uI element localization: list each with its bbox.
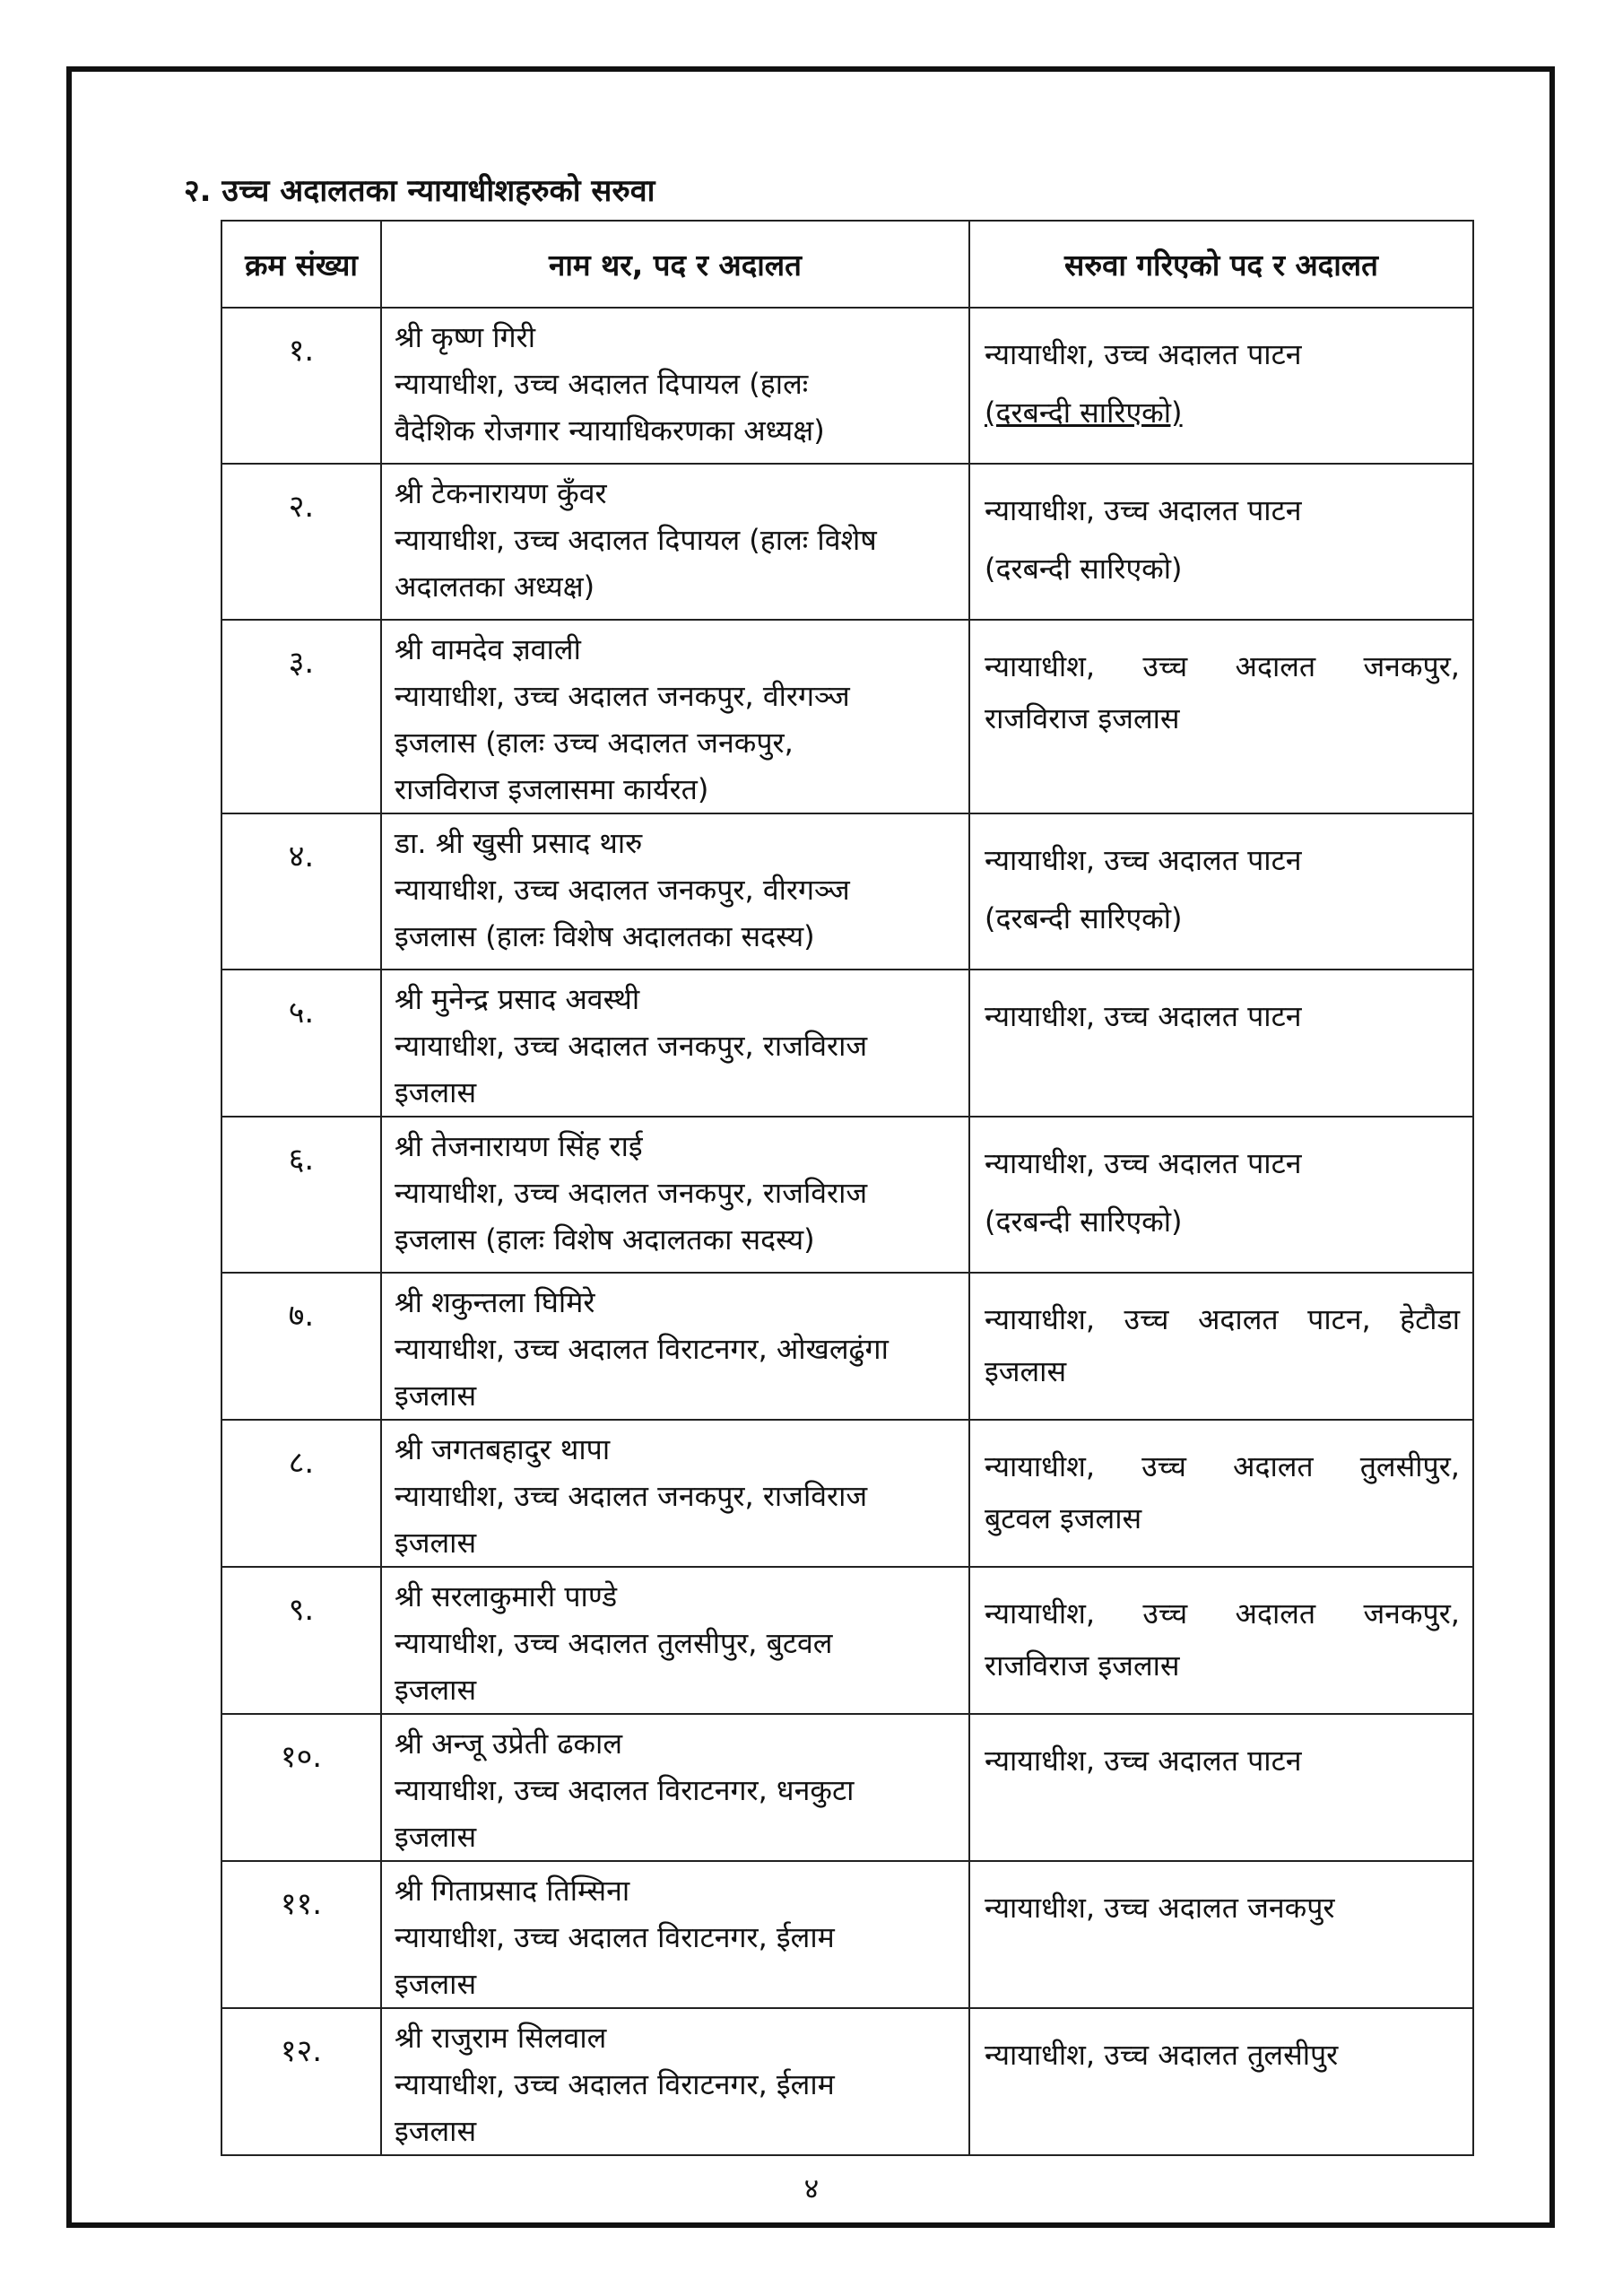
table-header-row [221, 221, 1473, 308]
table-row [221, 1117, 1473, 1273]
transferred-post-word: अदालत [1235, 649, 1316, 683]
current-post-line: इजलास (हालः विशेष अदालतका सदस्य) [395, 919, 815, 953]
current-post-line: इजलास (हालः उच्च अदालत जनकपुर, [395, 726, 794, 760]
current-post-line: इजलास [395, 1673, 477, 1707]
transferred-post: न्यायाधीश, उच्च अदालत तुलसीपुर [985, 2038, 1339, 2072]
current-post-line: न्यायाधीश, उच्च अदालत दिपायल (हालः [395, 367, 809, 401]
transferred-bench: राजविराज इजलास [985, 701, 1180, 735]
transferred-post-word: न्यायाधीश, [985, 1596, 1096, 1631]
header-name-post-court: नाम थर, पद र अदालत [381, 221, 969, 308]
judge-name: श्री मुनेन्द्र प्रसाद अवस्थी [395, 982, 640, 1016]
table-row [221, 464, 1473, 620]
transferred-post-court [969, 1714, 1473, 1861]
header-serial-number: क्रम संख्या [221, 221, 381, 308]
judge-name-post-court [381, 1420, 969, 1567]
table-row [221, 2008, 1473, 2155]
judge-name: श्री वामदेव ज्ञवाली [395, 632, 581, 666]
judge-name: श्री सरलाकुमारी पाण्डे [395, 1579, 618, 1613]
transferred-bench: राजविराज इजलास [985, 1648, 1180, 1683]
current-post-line: इजलास [395, 1820, 477, 1854]
table-row [221, 970, 1473, 1117]
transferred-post-line [985, 1587, 1460, 1639]
judge-name: श्री तेजनारायण सिंह राई [395, 1129, 643, 1163]
transferred-post-court [969, 464, 1473, 620]
current-post-line: न्यायाधीश, उच्च अदालत दिपायल (हालः विशेष [395, 523, 877, 557]
table-row [221, 1567, 1473, 1714]
table-row [221, 1861, 1473, 2008]
transferred-post-word: न्यायाधीश, [985, 1449, 1096, 1483]
judge-name-post-court [381, 464, 969, 620]
table-row [221, 813, 1473, 970]
serial-number: ८. [221, 1420, 381, 1567]
transferred-post-court [969, 970, 1473, 1117]
transferred-post-word: जनकपुर, [1363, 649, 1460, 683]
current-post-line: न्यायाधीश, उच्च अदालत जनकपुर, राजविराज [395, 1479, 868, 1513]
current-post-line: न्यायाधीश, उच्च अदालत विराटनगर, ईलाम [395, 1920, 835, 1954]
header-transferred-post-court: सरुवा गरिएको पद र अदालत [969, 221, 1473, 308]
transferred-post-court [969, 1567, 1473, 1714]
transferred-post-word: अदालत [1235, 1596, 1316, 1631]
judge-name: श्री शकुन्तला घिमिरे [395, 1285, 595, 1319]
current-post-line: अदालतका अध्यक्ष) [395, 570, 595, 604]
transferred-bench: इजलास [985, 1354, 1067, 1388]
quota-transfer-note: (दरबन्दी सारिएको) [985, 552, 1183, 586]
current-post-line: न्यायाधीश, उच्च अदालत विराटनगर, ओखलढुंगा [395, 1332, 889, 1366]
current-post-line: वैदेशिक रोजगार न्यायाधिकरणका अध्यक्ष) [395, 413, 825, 448]
transferred-post-word: पाटन, [1307, 1302, 1371, 1336]
transferred-post-word: तुलसीपुर, [1359, 1449, 1460, 1483]
transferred-post-word: अदालत [1233, 1449, 1314, 1483]
current-post-line: इजलास [395, 1526, 477, 1560]
transferred-post-word: हेटौडा [1400, 1302, 1460, 1336]
transferred-post-word: न्यायाधीश, [985, 1302, 1096, 1336]
current-post-line: न्यायाधीश, उच्च अदालत जनकपुर, वीरगञ्ज [395, 679, 850, 713]
transferred-post: न्यायाधीश, उच्च अदालत पाटन [985, 337, 1302, 371]
transferred-post-word: जनकपुर, [1363, 1596, 1460, 1631]
quota-transfer-note: (दरबन्दी सारिएको) [985, 1205, 1183, 1239]
transferred-post-court [969, 813, 1473, 970]
transferred-post-court [969, 1420, 1473, 1567]
judge-name-post-court [381, 308, 969, 464]
table-row [221, 1714, 1473, 1861]
transferred-post-line [985, 640, 1460, 692]
serial-number: १०. [221, 1714, 381, 1861]
current-post-line: न्यायाधीश, उच्च अदालत जनकपुर, वीरगञ्ज [395, 873, 850, 907]
section-title: २. उच्च अदालतका न्यायाधीशहरुको सरुवा [184, 173, 655, 209]
transferred-post: न्यायाधीश, उच्च अदालत पाटन [985, 493, 1302, 527]
transferred-post: न्यायाधीश, उच्च अदालत पाटन [985, 843, 1302, 877]
judge-name: श्री गिताप्रसाद तिम्सिना [395, 1874, 630, 1908]
serial-number: ६. [221, 1117, 381, 1273]
judge-name: श्री अन्जू उप्रेती ढकाल [395, 1726, 623, 1761]
judge-name-post-court [381, 2008, 969, 2155]
serial-number: ७. [221, 1273, 381, 1420]
serial-number: ५. [221, 970, 381, 1117]
transferred-post: न्यायाधीश, उच्च अदालत जनकपुर [985, 1891, 1335, 1925]
transferred-post-court [969, 1273, 1473, 1420]
judge-name: श्री राजुराम सिलवाल [395, 2021, 607, 2055]
transferred-post: न्यायाधीश, उच्च अदालत पाटन [985, 1744, 1302, 1778]
current-post-line: न्यायाधीश, उच्च अदालत विराटनगर, धनकुटा [395, 1773, 855, 1807]
current-post-line: इजलास [395, 1967, 477, 2001]
judge-name-post-court [381, 1861, 969, 2008]
judge-name: श्री टेकनारायण कुँवर [395, 476, 607, 510]
transferred-post: न्यायाधीश, उच्च अदालत पाटन [985, 999, 1302, 1033]
judge-name-post-court [381, 813, 969, 970]
quota-transfer-note: (दरबन्दी सारिएको) [985, 396, 1183, 430]
transferred-post: न्यायाधीश, उच्च अदालत पाटन [985, 1146, 1302, 1180]
serial-number: ४. [221, 813, 381, 970]
judge-name: श्री जगतबहादुर थापा [395, 1432, 611, 1466]
transferred-post-word: अदालत [1197, 1302, 1279, 1336]
transferred-post-court [969, 308, 1473, 464]
transferred-post-court [969, 1861, 1473, 2008]
judge-name-post-court [381, 970, 969, 1117]
transferred-post-court [969, 1117, 1473, 1273]
current-post-line: इजलास [395, 1075, 477, 1109]
judge-name: श्री कृष्ण गिरी [395, 320, 535, 354]
judge-name: डा. श्री खुसी प्रसाद थारु [395, 826, 643, 860]
judge-name-post-court [381, 620, 969, 813]
current-post-line: न्यायाधीश, उच्च अदालत जनकपुर, राजविराज [395, 1029, 868, 1063]
serial-number: २. [221, 464, 381, 620]
transfer-table [221, 220, 1474, 2156]
judge-name-post-court [381, 1117, 969, 1273]
transferred-post-line [985, 1440, 1460, 1492]
transferred-post-line [985, 1293, 1460, 1345]
serial-number: ११. [221, 1861, 381, 2008]
transferred-post-word: उच्च [1141, 1449, 1186, 1483]
serial-number: १२. [221, 2008, 381, 2155]
transferred-post-court [969, 2008, 1473, 2155]
current-post-line: न्यायाधीश, उच्च अदालत विराटनगर, ईलाम [395, 2067, 835, 2101]
current-post-line: राजविराज इजलासमा कार्यरत) [395, 772, 709, 806]
quota-transfer-note: (दरबन्दी सारिएको) [985, 901, 1183, 935]
serial-number: ९. [221, 1567, 381, 1714]
transferred-post-word: न्यायाधीश, [985, 649, 1096, 683]
table-row [221, 1273, 1473, 1420]
table-row [221, 308, 1473, 464]
transferred-bench: बुटवल इजलास [985, 1501, 1142, 1535]
current-post-line: न्यायाधीश, उच्च अदालत तुलसीपुर, बुटवल [395, 1626, 833, 1660]
judge-name-post-court [381, 1273, 969, 1420]
current-post-line: इजलास [395, 2114, 477, 2148]
table-row [221, 620, 1473, 813]
serial-number: १. [221, 308, 381, 464]
page-number: ४ [803, 2171, 820, 2205]
serial-number: ३. [221, 620, 381, 813]
transferred-post-court [969, 620, 1473, 813]
table-row [221, 1420, 1473, 1567]
judge-name-post-court [381, 1714, 969, 1861]
judge-name-post-court [381, 1567, 969, 1714]
current-post-line: इजलास (हालः विशेष अदालतका सदस्य) [395, 1222, 815, 1257]
transferred-post-word: उच्च [1124, 1302, 1169, 1336]
current-post-line: इजलास [395, 1378, 477, 1413]
current-post-line: न्यायाधीश, उच्च अदालत जनकपुर, राजविराज [395, 1176, 868, 1210]
transferred-post-word: उच्च [1142, 649, 1188, 683]
transferred-post-word: उच्च [1142, 1596, 1188, 1631]
